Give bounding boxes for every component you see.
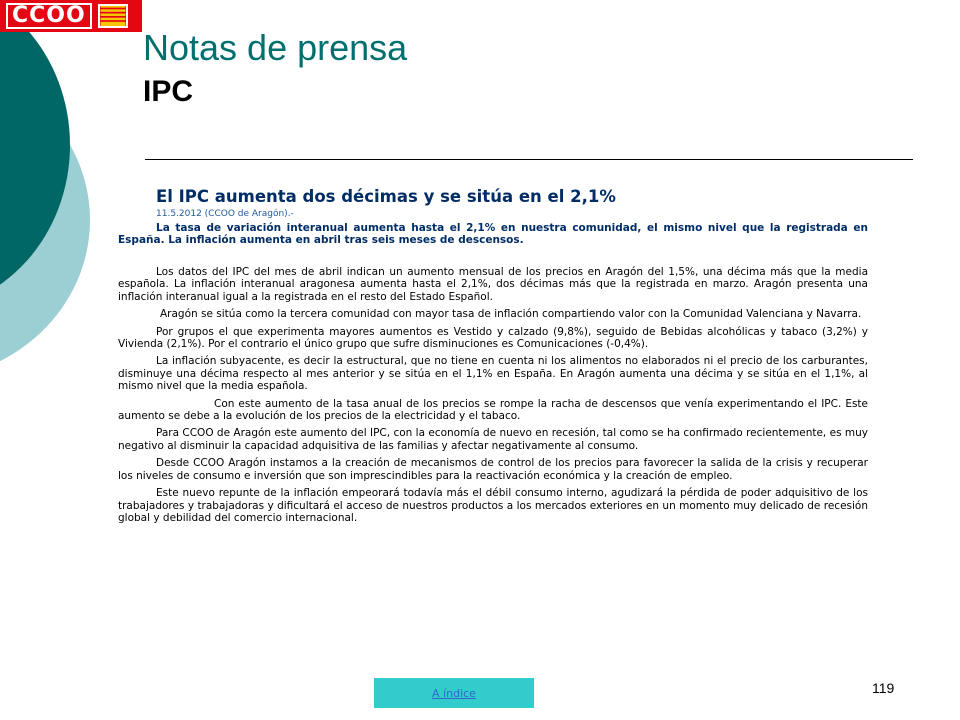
title-divider (145, 159, 913, 160)
article-date: 11.5.2012 (CCOO de Aragón).- (156, 209, 294, 219)
article-paragraph: Este nuevo repunte de la inflación empeorará todavía más el débil consumo interno, agudizará la pérdida de poder adquisitivo de los trabajadores y trabajadoras y dificultará el acceso de nuestros productos a los mercados exteriores en un momento muy delicado de recesión global y debilidad del comercio internacional. (118, 487, 868, 524)
page-subtitle: IPC (143, 75, 194, 108)
article-paragraph: Desde CCOO Aragón instamos a la creación de mecanismos de control de los precios para favorecer la salida de la crisis y recuperar los niveles de consumo e inversión que son imprescindibles para la reactivación económica y la creación de empleo. (118, 457, 868, 482)
index-button[interactable] (374, 678, 534, 708)
logo-text: CCOO (6, 3, 92, 29)
index-link[interactable]: A índice (432, 686, 476, 700)
page-number: 119 (872, 680, 895, 696)
article-body (118, 186, 868, 529)
page-title: Notas de prensa (143, 27, 408, 68)
article-paragraph: Con este aumento de la tasa anual de los precios se rompe la racha de descensos que venía experimentando el IPC. Este aumento se debe a la evolución de los precios de la electricidad y el tabaco. (118, 397, 868, 423)
article-paragraph: Los datos del IPC del mes de abril indican un aumento mensual de los precios en Aragón del 1,5%, una décima más que la media española. La inflación interanual aragonesa aumenta hasta el 2,1%, dos décimas más que la registrada en marzo. Aragón presenta una inflación interanual igual a la registrada en el resto del Estado Español. (118, 266, 868, 303)
article-paragraph: Por grupos el que experimenta mayores aumentos es Vestido y calzado (9,8%), seguido de Bebidas alcohólicas y tabaco (3,2%) y Vivienda (2,1%). Por el contrario el único grupo que sufre disminuciones es Comunicaciones (-0,4%). (118, 325, 868, 351)
article-paragraph: Aragón se sitúa como la tercera comunidad con mayor tasa de inflación compartiendo valor con la Comunidad Valenciana y Navarra. (160, 308, 862, 321)
article-headline: El IPC aumenta dos décimas y se sitúa en el 2,1% (156, 187, 616, 206)
ccoo-logo (0, 0, 142, 32)
article-paragraph: Para CCOO de Aragón este aumento del IPC, con la economía de nuevo en recesión, tal como se ha confirmado recientemente, es muy negativo al disminuir la capacidad adquisitiva de las familias y afectar negativamente al consumo. (118, 427, 868, 452)
article-paragraph: La inflación subyacente, es decir la estructural, que no tiene en cuenta ni los alimentos no elaborados ni el precio de los carburantes, disminuye una décima respecto al mes anterior y se sitúa en el 1,1% en España. En Aragón aumenta una décima y se sitúa en el 1,1%, al mismo nivel que la media española. (118, 355, 868, 393)
article-lead: La tasa de variación interanual aumenta hasta el 2,1% en nuestra comunidad, el mismo nivel que la registrada en España. La inflación aumenta en abril tras seis meses de descensos. (118, 222, 868, 246)
aragon-flag-icon (98, 4, 128, 28)
